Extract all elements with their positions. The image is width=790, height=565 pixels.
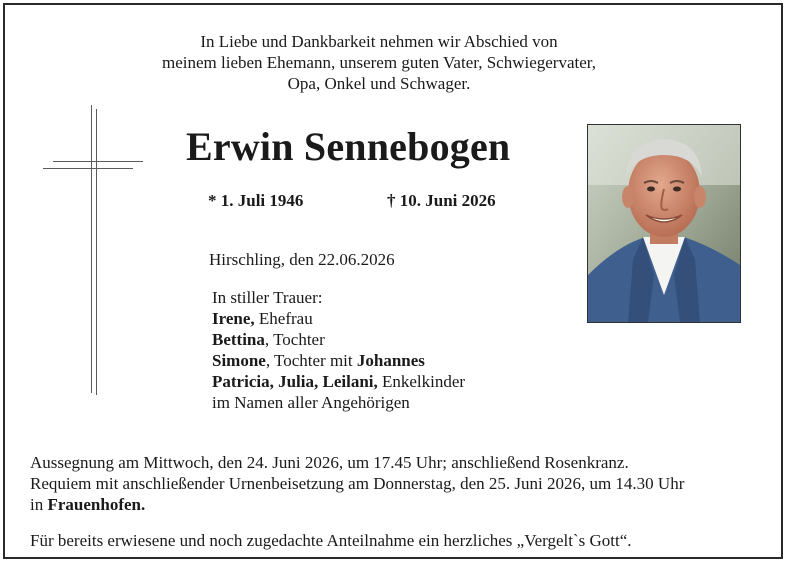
- cross-horizontal-line: [53, 161, 143, 162]
- mourner-role: Ehefrau: [254, 309, 313, 328]
- birth-date: * 1. Juli 1946: [208, 191, 304, 210]
- mourner-line: [212, 329, 465, 350]
- mourner-role: , Tochter: [264, 330, 325, 349]
- service-location-prefix: in: [30, 495, 48, 514]
- obituary-card: [3, 3, 783, 559]
- mourner-line: [212, 308, 465, 329]
- cross-vertical-line: [96, 109, 97, 395]
- portrait-photo: [587, 124, 741, 323]
- mourner-role: Enkelkinder: [377, 372, 466, 391]
- service-info: [30, 452, 684, 515]
- service-line: Aussegnung am Mittwoch, den 24. Juni 2026, um 17.45 Uhr; anschließend Rosenkranz.: [30, 453, 629, 472]
- intro-text: [5, 31, 753, 94]
- cross-icon: [41, 105, 145, 395]
- service-line: [30, 494, 684, 515]
- service-line: Requiem mit anschließender Urnenbeisetzung am Donnerstag, den 25. Juni 2026, um 14.30 Uhr: [30, 474, 685, 493]
- mourner-line: [212, 371, 465, 392]
- mourner-role: , Tochter mit: [265, 351, 357, 370]
- service-location: Frauenhofen.: [47, 495, 146, 514]
- mourner-partner: Johannes: [356, 351, 425, 370]
- mourners-closing: im Namen aller Angehörigen: [212, 393, 410, 412]
- thanks-note: Für bereits erwiesene und noch zugedachte Anteilnahme ein herzliches „Vergelt`s Gott“.: [30, 531, 632, 550]
- mourners-heading: In stiller Trauer:: [212, 288, 323, 307]
- place-date: Hirschling, den 22.06.2026: [209, 250, 395, 269]
- mourners-list: [212, 287, 465, 413]
- mourner-line: [212, 350, 465, 371]
- death-date: † 10. Juni 2026: [387, 191, 496, 210]
- intro-line: Opa, Onkel und Schwager.: [287, 74, 471, 93]
- intro-line: meinem lieben Ehemann, unserem guten Vater, Schwiegervater,: [161, 53, 597, 72]
- mourner-name: Bettina: [212, 330, 265, 349]
- intro-line: In Liebe und Dankbarkeit nehmen wir Abschied von: [200, 32, 558, 51]
- deceased-name: Erwin Sennebogen: [186, 124, 511, 169]
- cross-vertical-line: [91, 105, 92, 393]
- mourner-name: Simone: [212, 351, 266, 370]
- mourner-name: Irene,: [212, 309, 255, 328]
- cross-horizontal-line: [43, 168, 133, 169]
- mourner-name: Patricia, Julia, Leilani,: [212, 372, 378, 391]
